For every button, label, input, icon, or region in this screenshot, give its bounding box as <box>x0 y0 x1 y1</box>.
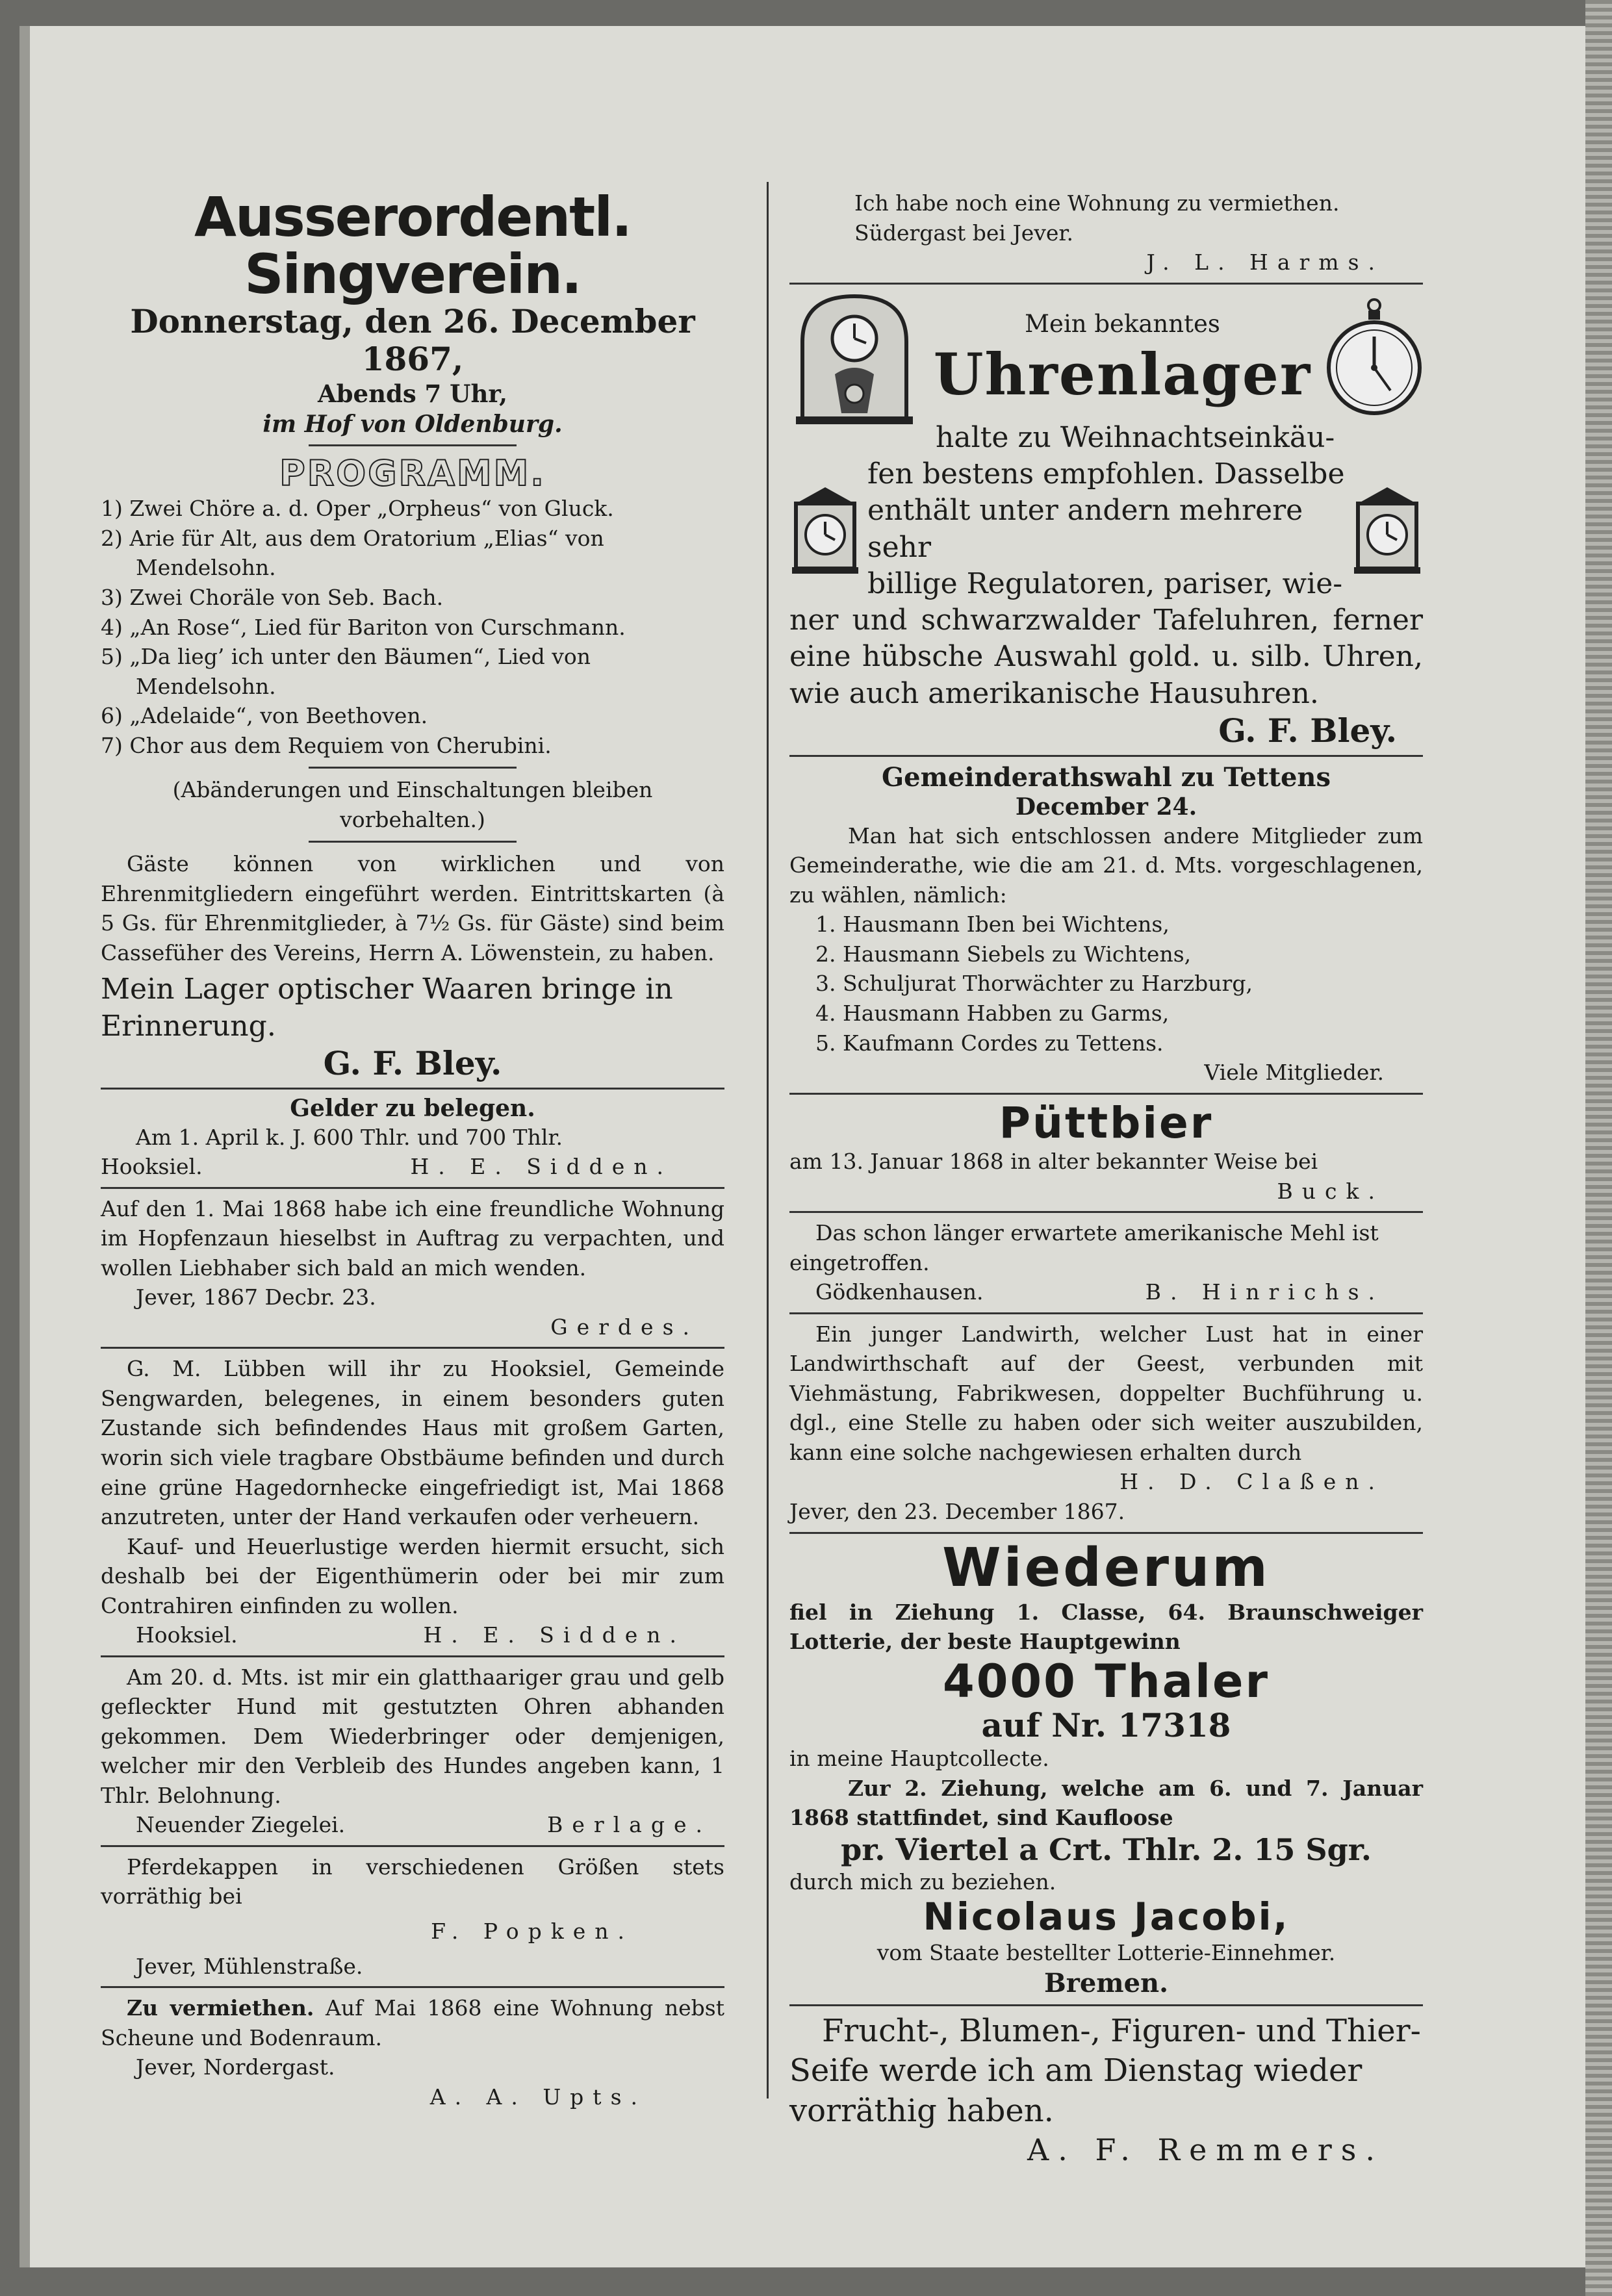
divider <box>789 2004 1423 2006</box>
lotterie-name: Nicolaus Jacobi, <box>923 1894 1290 1939</box>
vermiethen-text: Auf Mai 1868 eine Wohnung nebst Scheune und Bodenraum. <box>101 1995 724 2050</box>
book-page-edge <box>1585 0 1612 2296</box>
optik-ad <box>101 971 724 1082</box>
candidate-item: 5. Kaufmann Cordes zu Tettens. <box>815 1030 1164 1056</box>
lotterie-price: pr. Viertel a Crt. Thlr. 2. 15 Sgr. <box>841 1831 1372 1867</box>
seife-text: Frucht-, Blumen-, Figuren- und Thier-Seife werde ich am Dienstag wieder vorräthig haben. <box>789 2012 1421 2129</box>
item-num: 2) <box>101 525 123 551</box>
lotterie-role: vom Staate bestellter Lotterie-Einnehmer. <box>876 1940 1336 1966</box>
lotterie-line2: in meine Hauptcollecte. <box>789 1746 1049 1772</box>
program-item <box>101 642 724 701</box>
item-num: 5) <box>101 644 123 670</box>
uhren-line-4: billige Regulatoren, pariser, wie- <box>867 567 1343 600</box>
table-clock-icon <box>1351 484 1423 575</box>
gemeinde-sign: Viele Mitglieder. <box>1204 1060 1384 1086</box>
landwirth-ad <box>789 1320 1423 1527</box>
hund-place: Neuender Ziegelei. <box>136 1812 346 1838</box>
lotterie-line3: Zur 2. Ziehung, welche am 6. und 7. Januar 1868 stattfindet, sind Kaufloose <box>789 1775 1423 1831</box>
pferdekappen-text: Pferdekappen in verschiedenen Größen stets vorräthig bei <box>101 1854 724 1909</box>
left-column <box>101 185 724 2111</box>
seife-sign: A. F. Remmers. <box>1027 2132 1384 2167</box>
divider <box>101 1088 724 1090</box>
item-text: Chor aus dem Requiem von Cherubini. <box>129 732 552 758</box>
divider <box>789 1312 1423 1314</box>
pferdekappen-sign: F. Popken. <box>431 1918 633 1944</box>
program-note: (Abänderungen und Einschaltungen bleiben vorbehalten.) <box>172 777 653 832</box>
hund-ad <box>101 1663 724 1840</box>
mehl-place: Gödkenhausen. <box>815 1279 984 1305</box>
program-list <box>101 494 724 760</box>
singverein-time: Abends 7 Uhr, <box>317 379 508 409</box>
hopfenzaun-date: Jever, 1867 Decbr. 23. <box>136 1284 376 1310</box>
wohnung-sign: J. L. Harms. <box>1146 249 1384 275</box>
optik-text: Mein Lager optischer Waaren bringe in Erinnerung. <box>101 973 673 1043</box>
candidate-item: 3. Schuljurat Thorwächter zu Harzburg, <box>815 971 1253 997</box>
vermiethen-ad <box>101 1993 724 2111</box>
uhren-line-2: fen bestens empfohlen. Dasselbe <box>867 457 1345 491</box>
item-num: 6) <box>101 703 123 729</box>
vermiethen-sign: A. A. Upts. <box>429 2084 646 2110</box>
gemeinde-text: Man hat sich entschlossen andere Mitglieder zum Gemeinderathe, wie die am 21. d. Mts. vorgeschlagenen, zu wählen, nämlich: <box>789 823 1423 908</box>
haus-place: Hooksiel. <box>136 1622 238 1648</box>
gemeinde-date: December 24. <box>1015 793 1197 821</box>
lotterie-line1: fiel in Ziehung 1. Classe, 64. Braunschweiger Lotterie, der beste Hauptgewinn <box>789 1599 1423 1655</box>
uhrenlager-ad <box>789 290 1423 750</box>
hopfenzaun-text: Auf den 1. Mai 1868 habe ich eine freundliche Wohnung im Hopfenzaun hieselbst in Auftrag zu verpachten, und wollen Liebhaber sich bald an mich wenden. <box>101 1195 724 1281</box>
gelder-place: Hooksiel. <box>101 1154 203 1180</box>
puttbier-text: am 13. Januar 1868 in alter bekannter Weise bei <box>789 1149 1318 1175</box>
column-divider <box>767 182 769 2098</box>
program-item <box>101 731 724 761</box>
divider <box>789 1532 1423 1534</box>
mantel-clock-icon <box>789 290 919 426</box>
program-item <box>101 524 724 583</box>
item-text: „Adelaide“, von Beethoven. <box>129 703 428 729</box>
right-column <box>789 188 1423 2169</box>
uhren-rest: ner und schwarzwalder Tafeluhren, ferner eine hübsche Auswahl gold. u. silb. Uhren, wie auch amerikanische Hausuhren. <box>789 604 1423 710</box>
singverein-title: Ausserordentl. Singverein. <box>194 185 632 307</box>
vermiethen-place: Jever, Nordergast. <box>136 2054 335 2080</box>
gelder-footer <box>101 1152 724 1182</box>
divider <box>309 841 517 843</box>
table-clock-icon <box>789 484 861 575</box>
landwirth-date: Jever, den 23. December 1867. <box>789 1499 1125 1524</box>
item-num: 1) <box>101 496 123 522</box>
hund-footer <box>101 1810 724 1840</box>
item-text: Zwei Choräle von Seb. Bach. <box>129 585 444 611</box>
singverein-date: Donnerstag, den 26. December 1867, <box>130 302 695 378</box>
puttbier-title: Püttbier <box>999 1097 1214 1148</box>
puttbier-ad <box>789 1097 1423 1206</box>
item-text: Arie für Alt, aus dem Oratorium „Elias“ von Mendelsohn. <box>129 525 604 581</box>
uhren-intro: Mein bekanntes <box>1025 310 1220 338</box>
uhren-middle <box>861 456 1351 602</box>
optik-sign: G. F. Bley. <box>323 1044 502 1083</box>
gemeinde-heading: Gemeinderathswahl zu Tettens <box>881 761 1331 793</box>
candidate-item: 1. Hausmann Iben bei Wichtens, <box>815 912 1170 938</box>
divider <box>789 755 1423 757</box>
candidate-item: 4. Hausmann Habben zu Garms, <box>815 1000 1170 1026</box>
item-num: 4) <box>101 614 123 640</box>
haus-sign: H. E. Sidden. <box>423 1622 685 1648</box>
pferdekappen-place: Jever, Mühlenstraße. <box>136 1953 363 1979</box>
pferdekappen-ad <box>101 1852 724 1981</box>
item-text: Zwei Chöre a. d. Oper „Orpheus“ von Gluck. <box>129 496 614 522</box>
divider <box>309 767 517 769</box>
gelder-sign: H. E. Sidden. <box>410 1154 672 1180</box>
item-num: 7) <box>101 732 123 758</box>
haus-text2: Kauf- und Heuerlustige werden hiermit ersucht, sich deshalb bei der Eigenthümerin oder bei mir zum Contrahiren einfinden zu wollen. <box>101 1533 724 1618</box>
divider <box>101 1187 724 1189</box>
gemeinderathswahl-ad <box>789 762 1423 1088</box>
divider <box>789 1211 1423 1213</box>
gelder-heading: Gelder zu belegen. <box>290 1094 535 1122</box>
hund-sign: Berlage. <box>547 1812 711 1838</box>
landwirth-sign: H. D. Claßen. <box>1119 1469 1384 1495</box>
uhren-sign: G. F. Bley. <box>1218 711 1397 750</box>
divider <box>101 1347 724 1349</box>
program-heading: PROGRAMM. <box>279 453 546 494</box>
uhren-line-1: halte zu Weihnachtseinkäu- <box>936 420 1335 454</box>
divider <box>101 1986 724 1988</box>
lotterie-title: Wiederum <box>942 1537 1270 1599</box>
uhren-title: Uhrenlager <box>933 340 1312 409</box>
mehl-ad <box>789 1218 1423 1307</box>
lotterie-number: auf Nr. 17318 <box>981 1705 1231 1744</box>
divider <box>789 283 1423 285</box>
singverein-place: im Hof von Oldenburg. <box>262 411 563 439</box>
wohnung-place: Südergast bei Jever. <box>854 220 1074 246</box>
mehl-sign: B. Hinrichs. <box>1145 1279 1384 1305</box>
gelder-ad <box>101 1095 724 1182</box>
item-text: „An Rose“, Lied für Bariton von Curschmann. <box>129 614 626 640</box>
puttbier-sign: Buck. <box>1277 1178 1384 1204</box>
lotterie-amount: 4000 Thaler <box>942 1654 1270 1708</box>
uhren-heading <box>919 307 1325 408</box>
haus-footer <box>101 1620 724 1650</box>
program-item <box>101 701 724 731</box>
program-item <box>101 613 724 643</box>
wohnung-text: Ich habe noch eine Wohnung zu vermiethen. <box>854 190 1340 216</box>
lotterie-city: Bremen. <box>1043 1967 1169 1998</box>
haus-ad <box>101 1354 724 1650</box>
wohnung-hopfenzaun-ad <box>101 1194 724 1342</box>
haus-text: G. M. Lübben will ihr zu Hooksiel, Gemeinde Sengwarden, belegenes, in einem besonders guten Zustande sich befindendes Haus mit großem Garten, worin sich viele tragbare Obstbäume befinden und durch eine grüne Hagedornhecke eingefriedigt ist, Mai 1868 anzutreten, unter der Hand verkaufen oder verheuern. <box>101 1356 724 1530</box>
seife-ad <box>789 2011 1423 2169</box>
program-item <box>101 583 724 613</box>
wohnung-ad <box>789 188 1423 277</box>
divider <box>789 1093 1423 1095</box>
candidate-item: 2. Hausmann Siebels zu Wichtens, <box>815 941 1192 967</box>
divider <box>309 444 517 446</box>
hopfenzaun-sign: Gerdes. <box>550 1314 698 1340</box>
mehl-text: Das schon länger erwartete amerikanische Mehl ist eingetroffen. <box>789 1220 1379 1275</box>
guests-text: Gäste können von wirklichen und von Ehrenmitgliedern eingeführt werden. Eintrittskarten (à 5 Gs. für Ehrenmitglieder, à 7½ Gs. für Gäste) sind beim Cassefüher des Vereins, Herrn A. Löwenstein, zu haben. <box>101 851 724 965</box>
program-item <box>101 494 724 524</box>
divider <box>101 1845 724 1847</box>
divider <box>101 1655 724 1657</box>
gelder-text: Am 1. April k. J. 600 Thlr. und 700 Thlr. <box>136 1124 563 1150</box>
singverein-ad <box>101 185 724 967</box>
hund-text: Am 20. d. Mts. ist mir ein glatthaariger grau und gelb gefleckter Hund mit gestutzten Ohren abhanden gekommen. Dem Wiederbringer oder demjenigen, welcher mir den Verbleib des Hundes angeben kann, 1 Thlr. Belohnung. <box>101 1664 724 1808</box>
mehl-footer <box>789 1277 1423 1307</box>
lotterie-ad <box>789 1539 1423 1999</box>
lotterie-line4: durch mich zu beziehen. <box>789 1869 1056 1894</box>
pocket-watch-icon <box>1325 296 1423 420</box>
candidate-list <box>789 910 1423 1058</box>
landwirth-text: Ein junger Landwirth, welcher Lust hat in einer Landwirthschaft auf der Geest, verbunden mit Viehmästung, Fabrikwesen, doppelter Buchführung u. dgl., eine Stelle zu haben oder sich weiter auszubilden, kann eine solche nachgewiesen erhalten durch <box>789 1321 1423 1465</box>
item-num: 3) <box>101 585 123 611</box>
vermiethen-lead: Zu vermiethen. <box>127 1995 314 2021</box>
uhren-line-3: enthält unter andern mehrere sehr <box>867 494 1303 564</box>
item-text: „Da lieg’ ich unter den Bäumen“, Lied von Mendelsohn. <box>129 644 591 699</box>
